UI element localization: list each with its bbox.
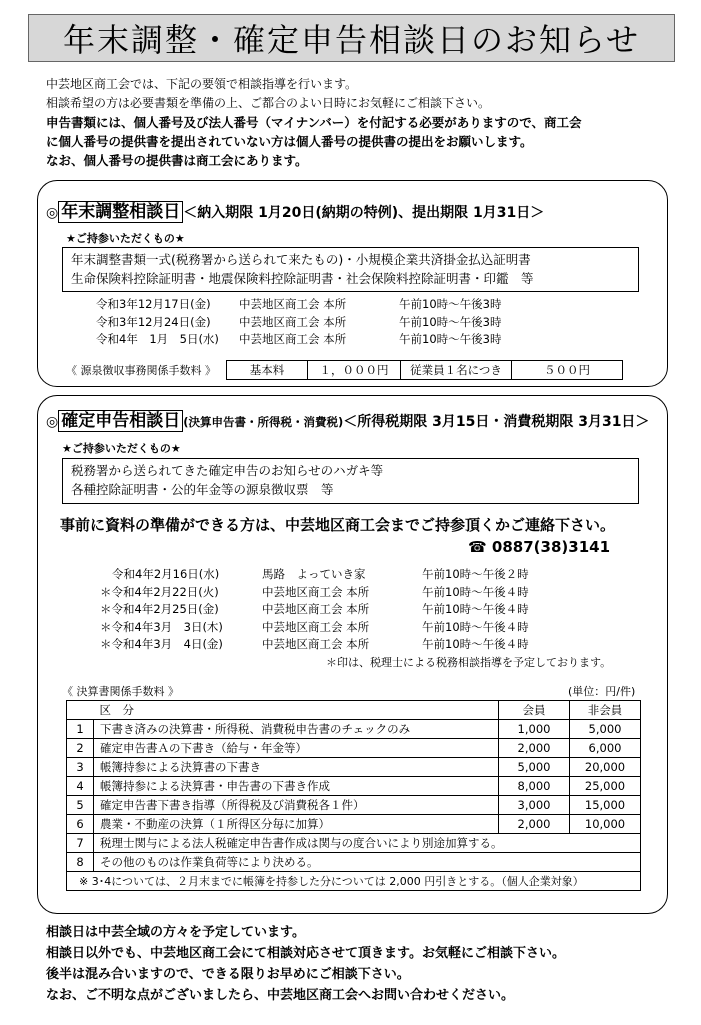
nenmatsu-schedule — [96, 296, 501, 349]
nenmatsu-heading — [46, 197, 544, 222]
schedule-time: 午前10時～午後４時 — [422, 619, 529, 634]
schedule-time: 午前10時～午後3時 — [399, 332, 502, 346]
row-no: 8 — [67, 853, 94, 872]
schedule-place: 中芸地区商工会 本所 — [262, 619, 370, 634]
row-desc: 農業・不動産の決算（１所得区分毎に加算） — [94, 815, 499, 834]
item-line: 税務署から送られてきた確定申告のお知らせのハガキ等 — [71, 463, 384, 478]
schedule-place: 中芸地区商工会 本所 — [262, 584, 370, 599]
intro-line: 相談希望の方は必要書類を準備の上、ご都合のよい日時にお気軽にご相談下さい。 — [46, 96, 491, 110]
row-nonmember: 15,000 — [570, 796, 641, 815]
row-nonmember: 5,000 — [570, 720, 641, 739]
row-no: 2 — [67, 739, 94, 758]
table-note-row — [67, 872, 641, 891]
fee-label: 《 源泉徴収事務関係手数料 》 — [66, 364, 216, 377]
page-title: 年末調整・確定申告相談日のお知らせ — [28, 14, 675, 62]
row-desc: その他のものは作業負荷等により決める。 — [94, 853, 641, 872]
row-nonmember: 20,000 — [570, 758, 641, 777]
unit-label: (単位：円/件) — [568, 685, 636, 698]
row-desc: 帳簿持参による決算書・申告書の下書き作成 — [94, 777, 499, 796]
schedule-row — [100, 636, 529, 654]
intro-line: 申告書類には、個人番号及び法人番号（マイナンバー）を付記する必要がありますので、商工会 — [46, 115, 582, 130]
footer-line: 相談日は中芸全域の方々を予定しています。 — [46, 925, 305, 940]
row-no: 6 — [67, 815, 94, 834]
schedule-place: 中芸地区商工会 本所 — [239, 332, 347, 346]
row-nonmember: 25,000 — [570, 777, 641, 796]
fee-base-value: １，０００円 — [308, 361, 401, 379]
table-note: ※ 3･4については、２月末までに帳簿を持参した分については 2,000 円引きとする。（個人企業対象） — [67, 872, 641, 891]
kakutei-subtitle: (決算申告書・所得税・消費税) — [183, 415, 344, 429]
row-member: 2,000 — [499, 739, 570, 758]
schedule-time: 午前10時～午後3時 — [399, 297, 502, 311]
table-row — [67, 815, 641, 834]
schedule-date: ＊令和4年2月25日(金) — [100, 602, 219, 616]
schedule-row — [96, 331, 501, 349]
intro-line: に個人番号の提供書を提出されていない方は個人番号の提供書の提出をお願いします。 — [46, 134, 533, 149]
row-desc: 税理士関与による法人税確定申告書作成は関与の度合いにより別途加算する。 — [94, 834, 641, 853]
row-member: 8,000 — [499, 777, 570, 796]
schedule-row — [100, 619, 529, 637]
schedule-time: 午前10時～午後3時 — [399, 314, 502, 329]
row-no: 4 — [67, 777, 94, 796]
schedule-note: ＊印は、税理士による税務相談指導を予定しております。 — [326, 656, 612, 669]
footer-line: 後半は混み合いますので、できる限りお早めにご相談下さい。 — [46, 967, 410, 982]
kakutei-fee-label: 《 決算書関係手数料 》 — [62, 685, 179, 698]
schedule-date: ＊令和4年2月22日(火) — [100, 584, 219, 599]
intro-line: なお、個人番号の提供書は商工会にあります。 — [46, 153, 308, 168]
row-desc: 確定申告書下書き指導（所得税及び消費税各１件） — [94, 796, 499, 815]
schedule-place: 中芸地区商工会 本所 — [262, 637, 370, 651]
fee-emp-label: 従業員１名につき — [401, 361, 512, 379]
fee-emp-value: ５００円 — [544, 363, 590, 377]
kakutei-heading — [46, 406, 649, 431]
phone — [468, 538, 610, 556]
column-header: 非会員 — [570, 701, 641, 720]
schedule-time: 午前10時～午後４時 — [422, 637, 529, 651]
row-nonmember: 10,000 — [570, 815, 641, 834]
row-member: 1,000 — [499, 720, 570, 739]
footer — [46, 922, 565, 1006]
nenmatsu-fee — [66, 360, 623, 380]
row-desc: 確定申告書Ａの下書き（給与・年金等） — [94, 739, 499, 758]
column-header: 区 分 — [94, 701, 499, 720]
kakutei-title: 確定申告相談日 — [58, 410, 183, 432]
table-row — [67, 739, 641, 758]
schedule-date: 令和3年12月17日(金) — [96, 297, 211, 311]
schedule-place: 中芸地区商工会 本所 — [239, 314, 347, 329]
kakutei-items-box — [62, 458, 639, 504]
row-member: 2,000 — [499, 815, 570, 834]
table-row — [67, 834, 641, 853]
nenmatsu-deadline: ＜納入期限 1月20日(納期の特例)、提出期限 1月31日＞ — [183, 205, 545, 221]
row-no: 1 — [67, 720, 94, 739]
row-desc: 下書き済みの決算書・所得税、消費税申告書のチェックのみ — [94, 720, 499, 739]
column-header: 会員 — [499, 701, 570, 720]
table-row — [67, 777, 641, 796]
row-member: 5,000 — [499, 758, 570, 777]
schedule-time: 午前10時～午後４時 — [422, 602, 529, 616]
schedule-row — [100, 601, 529, 619]
table-row — [67, 853, 641, 872]
intro-line: 中芸地区商工会では、下記の要領で相談指導を行います。 — [46, 77, 358, 91]
table-row — [67, 720, 641, 739]
schedule-date: ＊令和4年3月 3日(木) — [100, 619, 223, 634]
fee-box — [226, 360, 623, 380]
item-line: 生命保険料控除証明書・地震保険料控除証明書・社会保険料控除証明書・印鑑 等 — [71, 271, 534, 286]
footer-line: 相談日以外でも、中芸地区商工会にて相談対応させて頂きます。お気軽にご相談下さい。 — [46, 946, 565, 961]
row-desc: 帳簿持参による決算書の下書き — [94, 758, 499, 777]
kakutei-deadline: ＜所得税期限 3月15日・消費税期限 3月31日＞ — [343, 414, 650, 430]
schedule-row — [100, 584, 529, 602]
schedule-place: 中芸地区商工会 本所 — [239, 297, 347, 311]
intro — [46, 75, 686, 170]
kakutei-bring-label: ★ご持参いただくもの★ — [62, 442, 181, 455]
schedule-row — [100, 566, 529, 584]
schedule-date: 令和3年12月24日(金) — [96, 314, 211, 329]
item-line: 年末調整書類一式(税務署から送られて来たもの)・小規模企業共済掛金払込証明書 — [71, 252, 531, 267]
row-no: 5 — [67, 796, 94, 815]
schedule-date: 令和4年2月16日(水) — [112, 567, 220, 581]
row-nonmember: 6,000 — [570, 739, 641, 758]
phone-icon: ☎ — [468, 538, 487, 556]
schedule-date: ＊令和4年3月 4日(金) — [100, 637, 223, 651]
table-row — [67, 796, 641, 815]
heading-prefix: ◎ — [46, 205, 59, 221]
schedule-time: 午前10時～午後４時 — [422, 584, 529, 599]
schedule-place: 馬路 よっていき家 — [262, 567, 366, 581]
item-line: 各種控除証明書・公的年金等の源泉徴収票 等 — [71, 482, 334, 497]
heading-prefix: ◎ — [46, 414, 59, 430]
phone-number: 0887(38)3141 — [491, 538, 611, 556]
nenmatsu-bring-label: ★ご持参いただくもの★ — [66, 232, 185, 245]
nenmatsu-title: 年末調整相談日 — [58, 201, 183, 223]
row-no: 3 — [67, 758, 94, 777]
table-header-row — [67, 701, 641, 720]
kakutei-notice: 事前に資料の準備ができる方は、中芸地区商工会までご持参頂くかご連絡下さい。 — [60, 516, 616, 534]
nenmatsu-items-box — [62, 247, 639, 292]
table-row — [67, 758, 641, 777]
kakutei-schedule — [100, 566, 529, 654]
schedule-date: 令和4年 1月 5日(水) — [96, 332, 219, 346]
schedule-time: 午前10時～午後２時 — [422, 567, 529, 581]
schedule-row — [96, 314, 501, 332]
fee-table — [66, 700, 641, 891]
fee-base-label: 基本料 — [227, 361, 308, 379]
schedule-row — [96, 296, 501, 314]
footer-line: なお、ご不明な点がございましたら、中芸地区商工会へお問い合わせください。 — [46, 988, 515, 1003]
row-member: 3,000 — [499, 796, 570, 815]
schedule-place: 中芸地区商工会 本所 — [262, 602, 370, 616]
row-no: 7 — [67, 834, 94, 853]
